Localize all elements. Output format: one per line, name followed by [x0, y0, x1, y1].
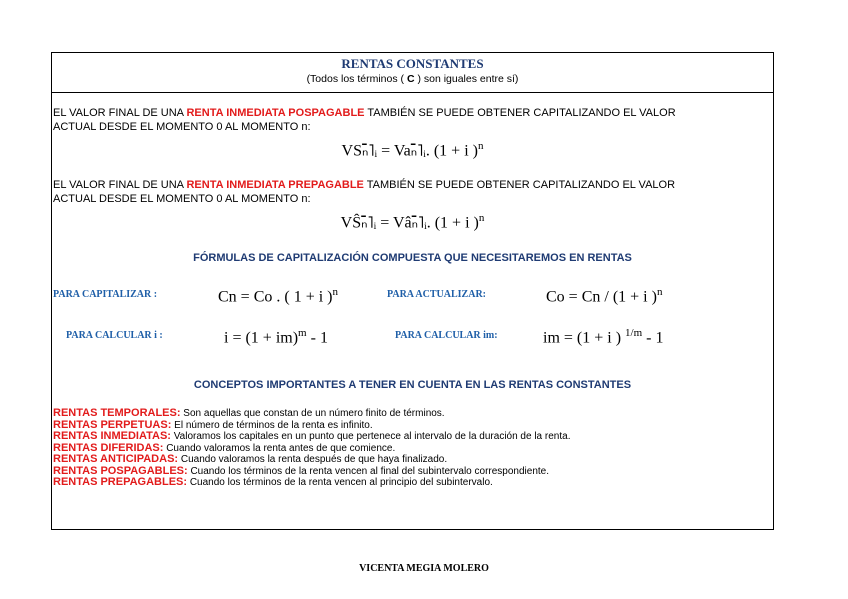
definition-item: RENTAS INMEDIATAS: Valoramos los capitales en un punto que pertenece al intervalo de la duración de la renta.: [53, 430, 571, 442]
formula-actualizar: Co = Cn / (1 + i )$^n$: [546, 286, 663, 306]
author-footer: VICENTA MEGIA MOLERO: [359, 563, 489, 574]
formula-prepagable: VŜₙ̄˥ᵢ = Vâₙ̄˥ᵢ. (1 + i )$^n$: [340, 212, 485, 232]
page-title: RENTAS CONSTANTES: [341, 56, 484, 71]
label-calcular-i: PARA CALCULAR i :: [66, 330, 163, 341]
formula-capitalizar: Cn = Co . ( 1 + i )$^n$: [218, 286, 338, 306]
formula-calcular-i: i = (1 + im)$^m$ - 1: [224, 327, 328, 347]
definition-item: RENTAS PREPAGABLES: Cuando los términos de la renta vencen al principio del subintervalo.: [53, 476, 493, 488]
definitions-list: [53, 408, 570, 489]
definition-item: RENTAS ANTICIPADAS: Cuando valoramos la renta después de que haya finalizado.: [53, 453, 448, 465]
label-capitalizar: PARA CAPITALIZAR :: [53, 289, 158, 300]
section-heading-formulas: FÓRMULAS DE CAPITALIZACIÓN COMPUESTA QUE NECESITAREMOS EN RENTAS: [193, 252, 632, 264]
content-box: [51, 52, 774, 530]
label-actualizar: PARA ACTUALIZAR:: [387, 289, 486, 300]
formula-pospagable: VSₙ̄˥ᵢ = Vaₙ̄˥ᵢ. (1 + i )$^n$: [341, 140, 484, 160]
definition-item: RENTAS POSPAGABLES: Cuando los términos de la renta vencen al final del subintervalo correspondiente.: [53, 464, 549, 477]
paragraph-prepagable: EL VALOR FINAL DE UNA RENTA INMEDIATA PREPAGABLE TAMBIÉN SE PUEDE OBTENER CAPITALIZANDO EL VALOR ACTUAL DESDE EL MOMENTO 0 AL MOMENTO n:: [53, 179, 676, 205]
title-divider: [52, 92, 773, 93]
page-subtitle: (Todos los términos ( C ) son iguales entre sí): [306, 73, 519, 85]
paragraph-pospagable: EL VALOR FINAL DE UNA RENTA INMEDIATA POSPAGABLE TAMBIÉN SE PUEDE OBTENER CAPITALIZANDO EL VALOR ACTUAL DESDE EL MOMENTO 0 AL MOMENTO n:: [53, 107, 676, 133]
label-calcular-im: PARA CALCULAR im:: [395, 330, 498, 341]
definition-item: RENTAS DIFERIDAS: Cuando valoramos la renta antes de que comience.: [53, 441, 396, 454]
definition-item: RENTAS PERPETUAS: El número de términos de la renta es infinito.: [53, 418, 373, 431]
section-heading-conceptos: CONCEPTOS IMPORTANTES A TENER EN CUENTA EN LAS RENTAS CONSTANTES: [193, 379, 632, 391]
formula-calcular-im: im = (1 + i ) $^{1/m}$ - 1: [543, 327, 664, 347]
definition-item: RENTAS TEMPORALES: Son aquellas que constan de un número finito de términos.: [53, 407, 445, 419]
